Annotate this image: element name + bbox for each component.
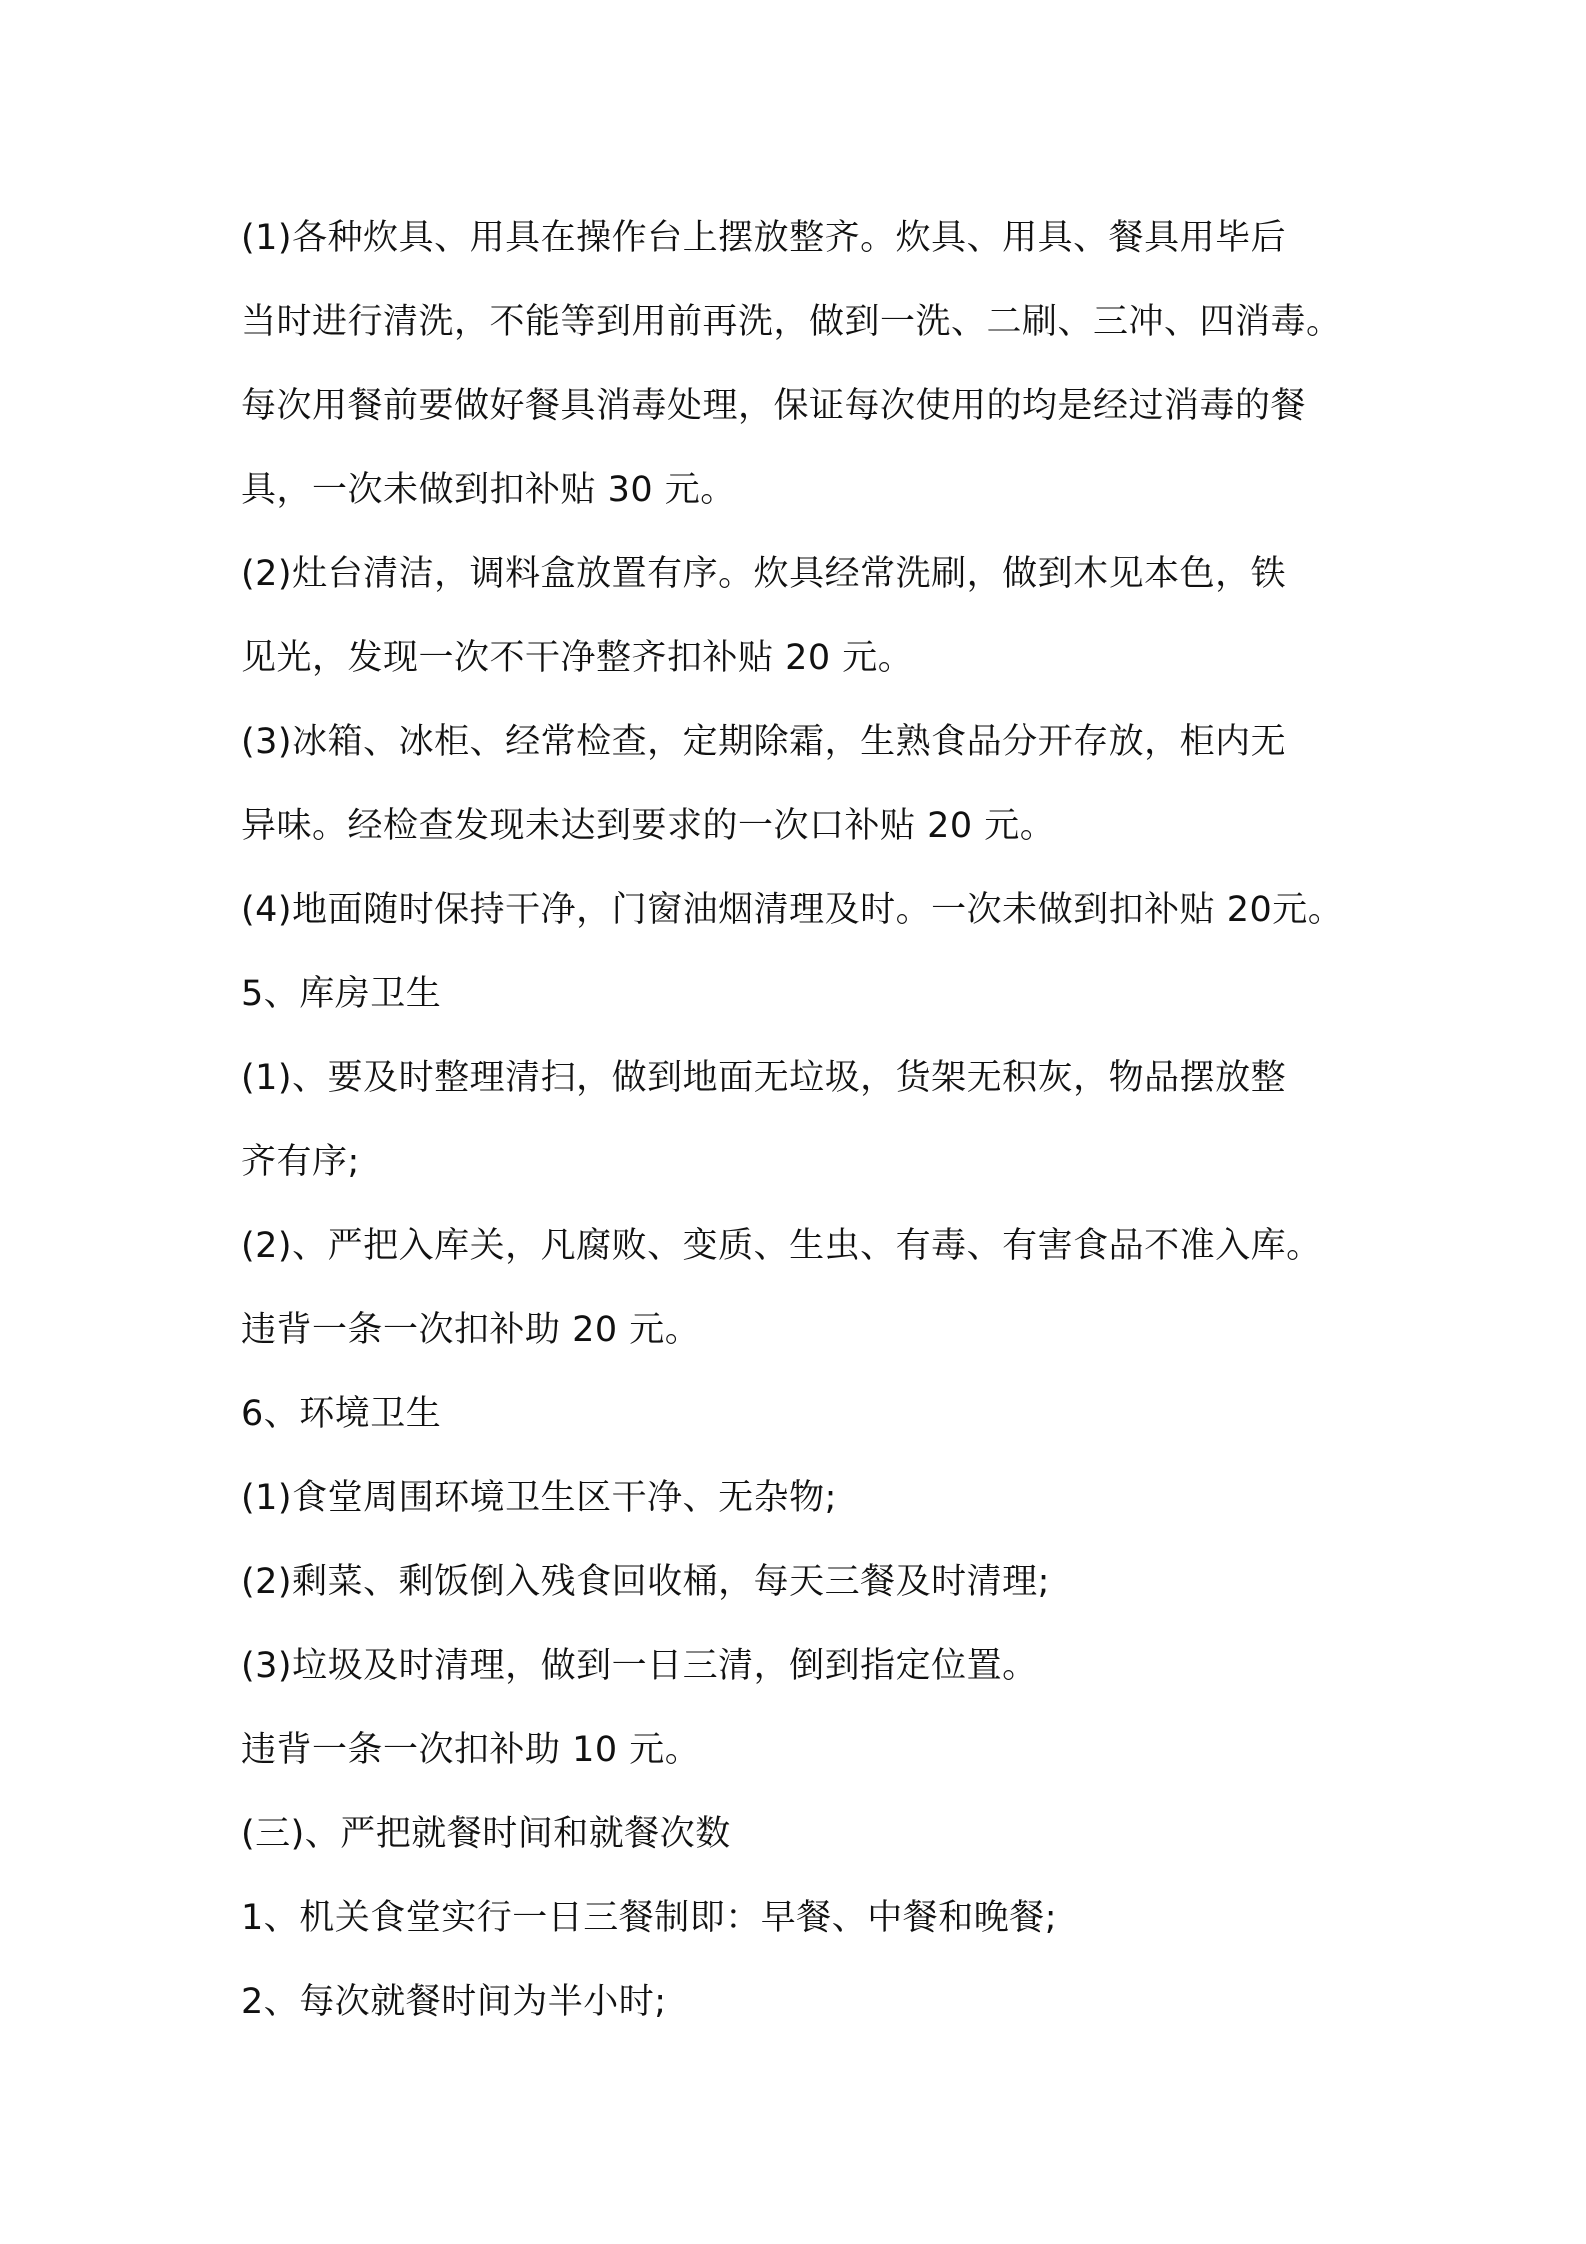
text-line: (2)灶台清洁，调料盒放置有序。炊具经常洗刷，做到木见本色，铁 — [241, 554, 1287, 594]
text-line: 每次用餐前要做好餐具消毒处理，保证每次使用的均是经过消毒的餐 — [241, 386, 1307, 426]
text-line: (1)食堂周围环境卫生区干净、无杂物; — [241, 1478, 837, 1518]
text-line: 1、机关食堂实行一日三餐制即：早餐、中餐和晚餐; — [241, 1898, 1058, 1938]
text-line: (3)垃圾及时清理，做到一日三清，倒到指定位置。 — [241, 1646, 1038, 1686]
document-body — [241, 196, 1361, 2044]
text-line: (3)冰箱、冰柜、经常检查，定期除霜，生熟食品分开存放，柜内无 — [241, 722, 1287, 762]
text-line: (2)剩菜、剩饭倒入残食回收桶，每天三餐及时清理; — [241, 1562, 1050, 1602]
text-line: 违背一条一次扣补助 10 元。 — [241, 1730, 701, 1770]
text-line: (4)地面随时保持干净，门窗油烟清理及时。一次未做到扣补贴 20元。 — [241, 890, 1344, 930]
section-heading: 5、库房卫生 — [241, 974, 442, 1014]
section-heading: (三)、严把就餐时间和就餐次数 — [241, 1814, 731, 1854]
text-line: 2、每次就餐时间为半小时; — [241, 1982, 667, 2022]
text-line: 见光，发现一次不干净整齐扣补贴 20 元。 — [241, 638, 914, 678]
text-line: 异味。经检查发现未达到要求的一次口补贴 20 元。 — [241, 806, 1056, 846]
text-line: 具，一次未做到扣补贴 30 元。 — [241, 470, 736, 510]
text-line: (1)、要及时整理清扫，做到地面无垃圾，货架无积灰，物品摆放整 — [241, 1058, 1287, 1098]
text-line: 当时进行清洗，不能等到用前再洗，做到一洗、二刷、三冲、四消毒。 — [241, 302, 1342, 342]
text-line: 违背一条一次扣补助 20 元。 — [241, 1310, 701, 1350]
text-line: (1)各种炊具、用具在操作台上摆放整齐。炊具、用具、餐具用毕后 — [241, 218, 1287, 258]
text-line: (2)、严把入库关，凡腐败、变质、生虫、有毒、有害食品不准入库。 — [241, 1226, 1322, 1266]
section-heading: 6、环境卫生 — [241, 1394, 442, 1434]
text-line: 齐有序; — [241, 1142, 360, 1182]
